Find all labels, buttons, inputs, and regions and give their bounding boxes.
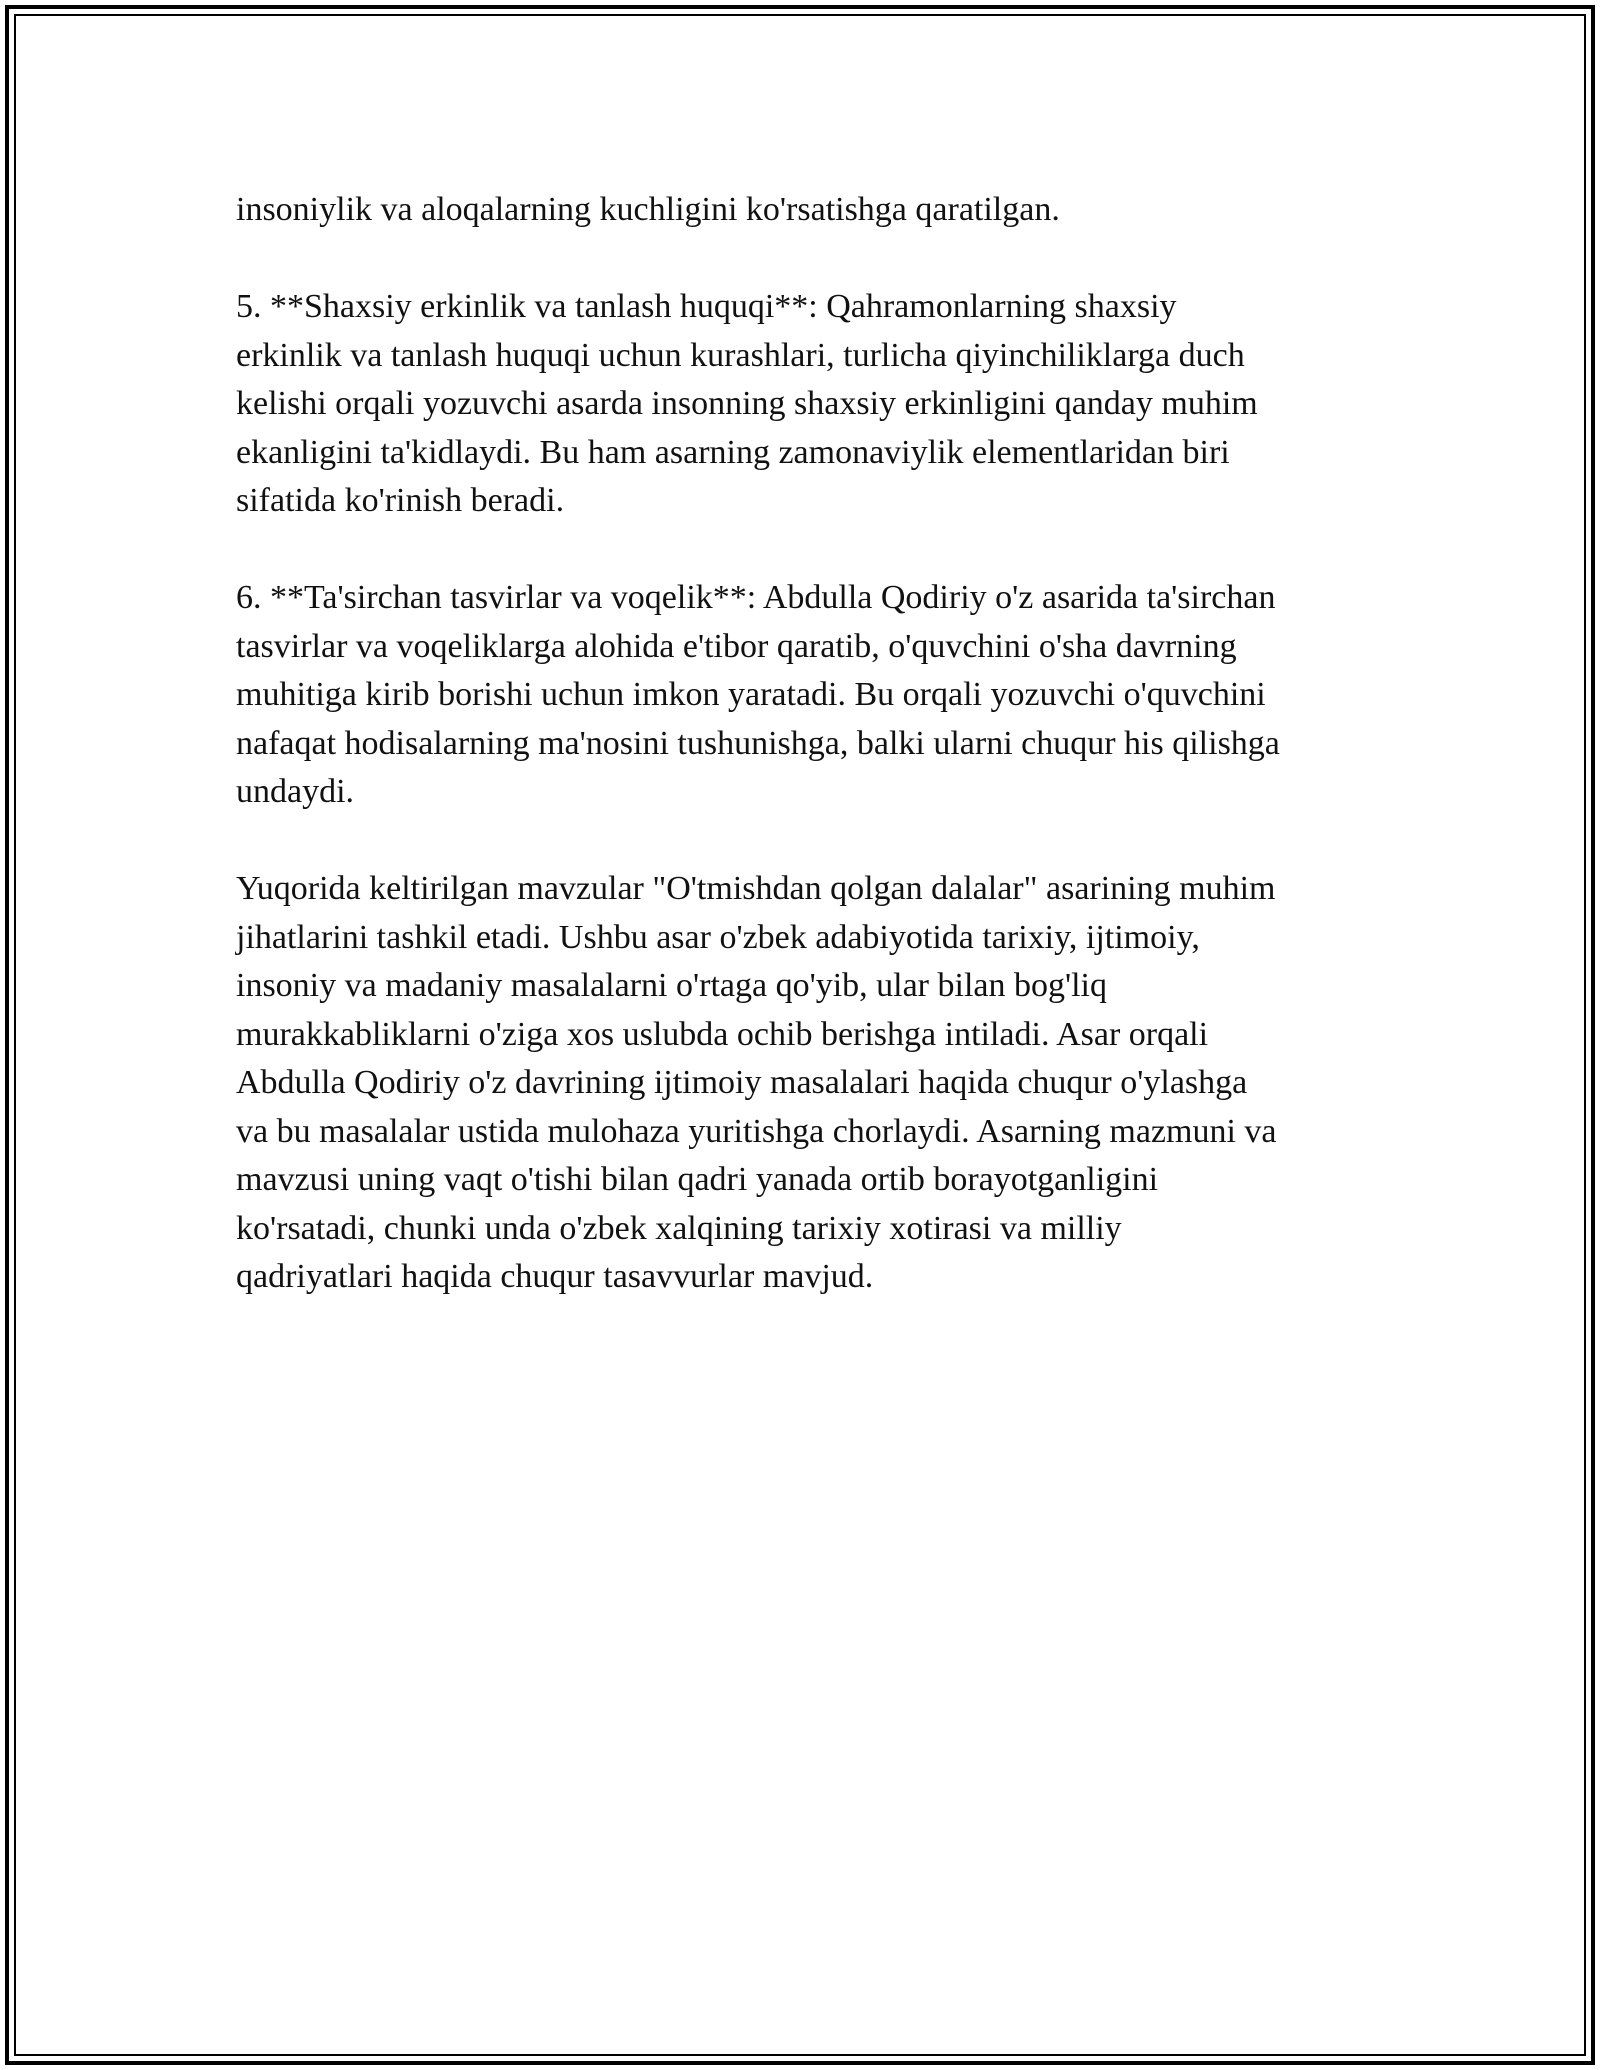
text-line: 6. **Ta'sirchan tasvirlar va voqelik**: Abdulla Qodiriy o'z asarida ta'sirchan [236,579,1276,616]
text-line: nafaqat hodisalarning ma'nosini tushunishga, balki ularni chuqur his qilishga [236,724,1280,762]
text-line: mavzusi uning vaqt o'tishi bilan qadri yanada ortib borayotganligini [236,1161,1159,1198]
paragraph-gap [236,526,1376,575]
text-line: erkinlik va tanlash huquqi uchun kurashlari, turlicha qiyinchiliklarga duch [236,336,1245,374]
paragraph-gap [236,235,1376,284]
text-line: 5. **Shaxsiy erkinlik va tanlash huquqi**: Qahramonlarning shaxsiy [236,288,1177,325]
text-line: insoniy va madaniy masalalarni o'rtaga qo'yib, ular bilan bog'liq [236,967,1108,1004]
paragraph-item-5 [236,283,1376,526]
text-line: sifatida ko'rinish beradi. [236,482,565,519]
text-line: ko'rsatadi, chunki unda o'zbek xalqining tarixiy xotirasi va milliy [236,1209,1122,1247]
text-line: insoniylik va aloqalarning kuchligini ko'rsatishga qaratilgan. [236,191,1060,228]
document-body [236,186,1376,1302]
text-line: ekanligini ta'kidlaydi. Bu ham asarning zamonaviylik elementlaridan biri [236,433,1230,471]
paragraph-conclusion [236,865,1376,1302]
text-line: tasvirlar va voqeliklarga alohida e'tibor qaratib, o'quvchini o'sha davrning [236,627,1237,665]
text-line: Abdulla Qodiriy o'z davrining ijtimoiy masalalari haqida chuqur o'ylashga [236,1064,1248,1101]
text-line: Yuqorida keltirilgan mavzular "O'tmishdan qolgan dalalar" asarining muhim [236,870,1276,907]
text-line: muhitiga kirib borishi uchun imkon yaratadi. Bu orqali yozuvchi o'quvchini [236,676,1266,713]
text-line: jihatlarini tashkil etadi. Ushbu asar o'zbek adabiyotida tarixiy, ijtimoiy, [236,918,1200,956]
text-line: undaydi. [236,773,355,810]
text-line: va bu masalalar ustida mulohaza yuritishga chorlaydi. Asarning mazmuni va [236,1112,1277,1150]
paragraph-closing-line [236,186,1376,235]
text-line: murakkabliklarni o'ziga xos uslubda ochib berishga intiladi. Asar orqali [236,1015,1209,1053]
text-line: qadriyatlari haqida chuqur tasavvurlar mavjud. [236,1258,874,1295]
paragraph-item-6 [236,574,1376,817]
paragraph-gap [236,817,1376,866]
text-line: kelishi orqali yozuvchi asarda insonning shaxsiy erkinligini qanday muhim [236,385,1258,422]
